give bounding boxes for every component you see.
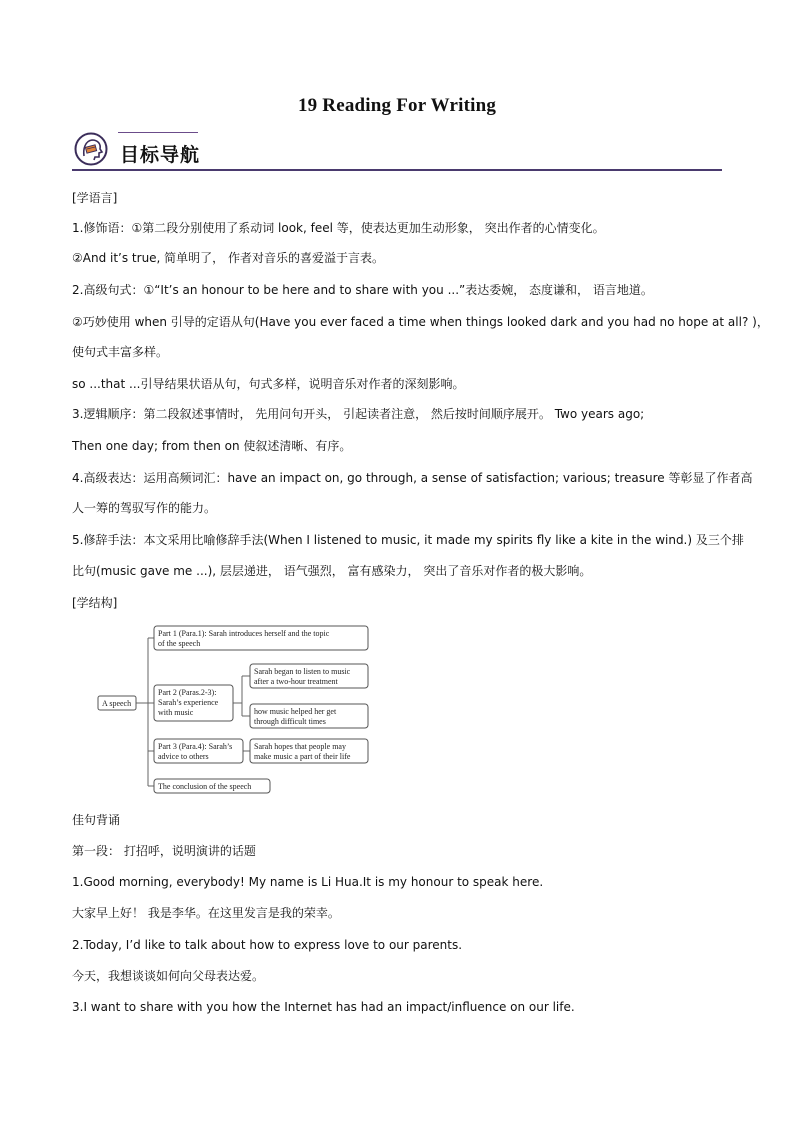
mindmap-part2-line: with music [158,708,194,717]
intro-line: 比句(music gave me ...), 层层递进， 语气强烈， 富有感染力， 突出了音乐对作者的极大影响。 [72,564,592,578]
sentences-line: 2.Today, I’d like to talk about how to express love to our parents. [72,938,463,952]
section-header [72,128,722,174]
intro-line: 人一筹的驾驭写作的能力。 [72,501,217,515]
sentences-line: 佳句背诵 [72,813,121,827]
mindmap-part2a-line: after a two-hour treatment [254,677,338,686]
sentences-line: 3.I want to share with you how the Internet has had an impact/influence on our life. [72,1000,575,1014]
intro-line: 使句式丰富多样。 [72,345,169,359]
sentences-line: 1.Good morning, everybody! My name is Li Hua.It is my honour to speak here. [72,875,544,889]
header-bottom-rule [72,169,722,171]
mindmap-part3-line: advice to others [158,752,209,761]
mindmap-part3a-line: make music a part of their life [254,752,351,761]
mindmap-connector [233,676,250,716]
mindmap-part2b-line: how music helped her get [254,707,337,716]
mindmap-part2a-line: Sarah began to listen to music [254,667,351,676]
mindmap-part3-line: Part 3 (Para.4): Sarah’s [158,742,233,751]
intro-line: so ...that ...引导结果状语从句，句式多样，说明音乐对作者的深刻影响。 [72,377,465,391]
mindmap-part1-line: of the speech [158,639,201,648]
intro-line: ②And it’s true, 简单明了， 作者对音乐的喜爱溢于言表。 [72,251,384,265]
mindmap-part2-line: Sarah’s experience [158,698,219,707]
mindmap-part2-line: Part 2 (Paras.2-3): [158,688,217,697]
mindmap-root-label: A speech [102,699,132,708]
intro-line: Then one day; from then on 使叙述清晰、有序。 [72,439,352,453]
structure-mindmap [96,622,376,798]
page-title: 19 Reading For Writing [297,95,497,116]
sentences-line: 今天，我想谈谈如何向父母表达爱。 [72,969,265,983]
mindmap-part3a-line: Sarah hopes that people may [254,742,346,751]
intro-line: 2.高级句式：①“It’s an honour to be here and to share with you ...”表达委婉， 态度谦和， 语言地道。 [72,283,653,297]
intro-line: 1.修饰语：①第二段分别使用了系动词 look, feel 等，使表达更加生动形象， 突出作者的心情变化。 [72,221,605,235]
mindmap-part1-line: Part 1 (Para.1): Sarah introduces herself and the topic [158,629,330,638]
intro-line: 5.修辞手法：本文采用比喻修辞手法(When I listened to music, it made my spirits fly like a kite in the wind.) 及三个排 [72,533,744,547]
mindmap-connector [148,638,154,786]
header-top-rule [118,132,198,133]
intro-line: [学语言] [72,191,118,205]
sentences-line: 第一段： 打招呼，说明演讲的话题 [72,844,256,858]
intro-line: 4.高级表达：运用高频词汇：have an impact on, go through, a sense of satisfaction; various; treasure 等彰显了作者高 [72,471,753,485]
brain-book-icon [74,132,108,166]
sentences-line: 大家早上好！ 我是李华。在这里发言是我的荣幸。 [72,906,340,920]
section-label: 目标导航 [120,144,201,166]
mindmap-part2b-line: through difficult times [254,717,326,726]
intro-line: 3.逻辑顺序：第二段叙述事情时， 先用问句开头， 引起读者注意， 然后按时间顺序展开。 Two years ago; [72,407,645,421]
intro-line: ②巧妙使用 when 引导的定语从句(Have you ever faced a time when things looked dark and you had no hope at all? )， [72,315,769,329]
mindmap-conclusion-label: The conclusion of the speech [158,782,252,791]
intro-line: [学结构] [72,596,118,610]
